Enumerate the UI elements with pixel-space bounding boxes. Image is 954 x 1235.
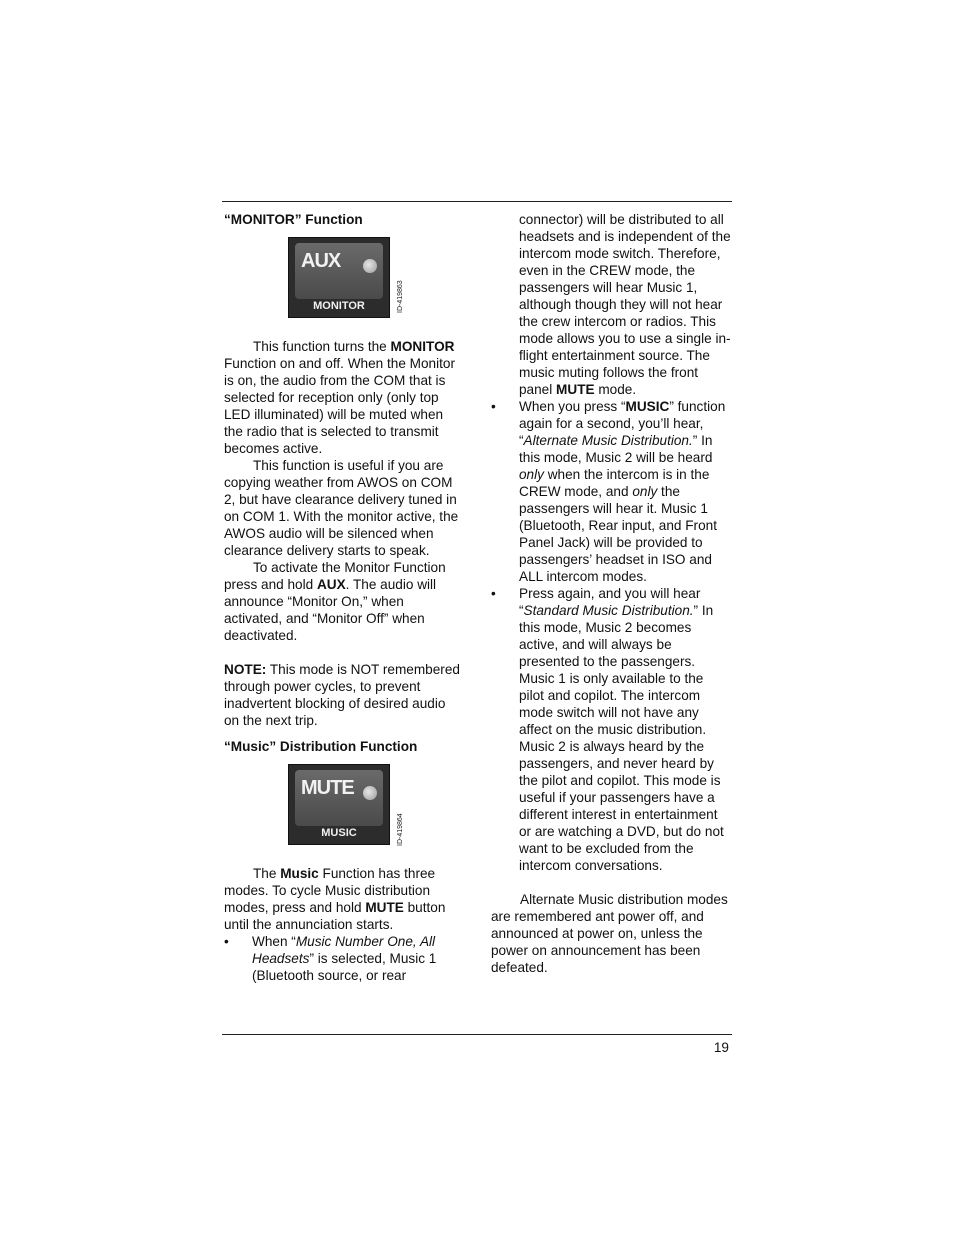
paragraph-monitor-intro: This function turns the MONITOR Function on and off. When the Monitor is on, the audio from the COM that is selected for reception only (only top LED illuminated) will be muted when the radio that is selected to transmit becomes active.: [224, 339, 455, 456]
figure-id-tag: ID-419864: [397, 813, 404, 846]
list-item: • Press again, and you will hear “Standard Music Distribution.” In this mode, Music 2 becomes active, and will always be presented to the passengers. Music 1 is only available to the pilot and copilot. The intercom mode switch will not have any affect on the music distribution. Music 2 is always heard by the passengers, and never heard by the pilot and copilot. This mode is useful if your passengers have a different interest in entertainment or are watching a DVD, but do not want to be excluded from the intercom conversations.: [491, 586, 724, 873]
aux-button-photo: [288, 237, 428, 321]
list-item: • When you press “MUSIC” function again for a second, you’ll hear, “Alternate Music Distribution.” In this mode, Music 2 will be heard only when the intercom is in the CREW mode, and only the passengers will hear it. Music 1 (Bluetooth, Rear input, and Front Panel Jack) will be provided to passengers’ headset in ISO and ALL intercom modes.: [491, 399, 726, 584]
bottom-rule: [222, 1034, 732, 1035]
led-indicator-icon: [363, 786, 377, 800]
monitor-caption: MONITOR: [313, 300, 365, 312]
bullet-icon: •: [491, 399, 496, 414]
music-caption: MUSIC: [321, 827, 357, 839]
figure-id-tag: ID-419863: [397, 280, 404, 313]
aux-button-label: AUX: [301, 250, 341, 272]
paragraph-monitor-activate: To activate the Monitor Function press and hold AUX. The audio will announce “Monitor On,” when activated, and “Monitor Off” when deactivated.: [224, 560, 446, 643]
page-number: 19: [713, 1040, 729, 1055]
paragraph-music-continued: connector) will be distributed to all headsets and is independent of the intercom mode switch. Therefore, even in the CREW mode, the passengers will hear Music 1, although though they will not hear the crew intercom or radios. This mode allows you to use a single in-flight entertainment source. The music muting follows the front panel MUTE mode.: [519, 212, 731, 397]
heading-monitor-function: “MONITOR” Function: [224, 212, 363, 227]
heading-music-distribution: “Music” Distribution Function: [224, 739, 418, 754]
paragraph-alternate-music: Alternate Music distribution modes are remembered ant power off, and announced at power on, unless the power on announcement has been defeated.: [491, 892, 728, 975]
top-rule: [222, 201, 732, 202]
note-paragraph: NOTE: This mode is NOT remembered through power cycles, to prevent inadvertent blocking of desired audio on the next trip.: [224, 662, 460, 728]
right-column: [491, 211, 731, 976]
left-column: [224, 211, 464, 984]
bullet-icon: •: [224, 934, 229, 949]
list-item: • When “Music Number One, All Headsets” is selected, Music 1 (Bluetooth source, or rear: [224, 934, 437, 983]
led-indicator-icon: [363, 259, 377, 273]
mute-button-label: MUTE: [301, 777, 354, 799]
bullet-icon: •: [491, 586, 496, 601]
aux-button-graphic: [288, 237, 390, 318]
mute-button-photo: [288, 764, 428, 848]
paragraph-music-intro: The Music Function has three modes. To cycle Music distribution modes, press and hold MUTE button until the annunciation starts.: [224, 866, 446, 932]
paragraph-monitor-use: This function is useful if you are copying weather from AWOS on COM 2, but have clearance delivery tuned in on COM 1. With the monitor active, the AWOS audio will be silenced when clearance delivery starts to speak.: [224, 458, 459, 558]
mute-button-graphic: [288, 764, 390, 845]
